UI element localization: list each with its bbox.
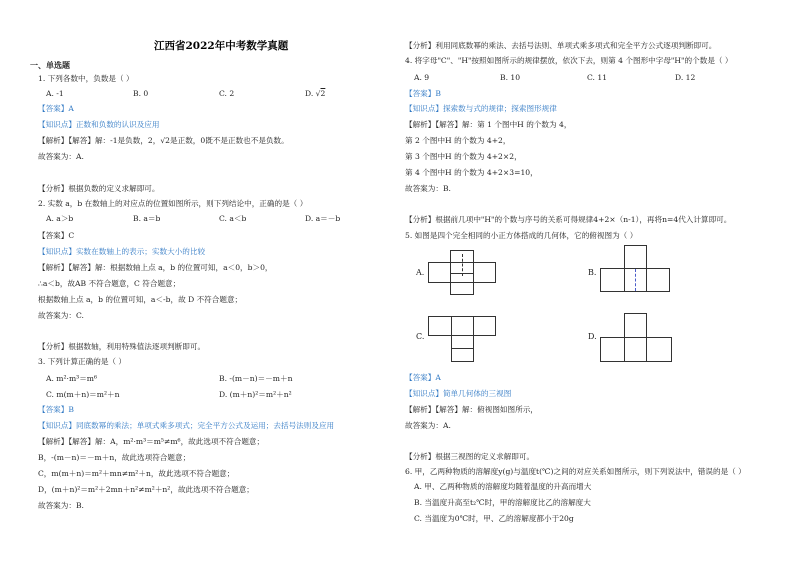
q1-stem: 1. 下列各数中，负数是（ ）: [38, 74, 134, 83]
q5-analysis: 【解析】【解答】解：俯视图如图所示，: [405, 405, 538, 414]
q2-stem: 2. 实数 a，b 在数轴上的对应点的位置如图所示，则下列结论中，正确的是（ ）: [38, 199, 308, 208]
q5-option-c-figure: [428, 316, 498, 362]
q1-conclusion: 故答案为：A.: [38, 152, 84, 161]
q3-option-b: B. -(m－n)＝－m＋n: [219, 374, 293, 383]
q4-analysis: 【解析】【解答】解：第 1 个图中H 的个数为 4，: [405, 120, 572, 129]
q1-analysis: 【解析】【解答】解：-1是负数，2，√2是正数，0既不是正数也不是负数。: [38, 136, 289, 145]
q4-analysis-line3: 第 3 个图中H 的个数为 4+2×2，: [405, 152, 522, 161]
q4-option-d: D. 12: [675, 73, 696, 82]
q3-analysis-c: C，m(m＋n)＝m²＋mn≠m²＋n，故此选项不符合题意；: [38, 469, 235, 478]
q5-conclusion: 故答案为：A.: [405, 421, 451, 430]
q1-option-d: D. √2: [305, 89, 326, 98]
q1-option-a: A. -1: [46, 89, 64, 98]
q4-stem: 4. 将字母"C"、"H"按照如图所示的规律摆放，依次下去，则第 4 个图形中字母"H"的个数是（ ）: [405, 56, 733, 65]
q4-answer: 【答案】B: [405, 89, 441, 98]
q5-option-a-figure: [428, 250, 498, 295]
q4-option-a: A. 9: [414, 73, 430, 82]
q4-option-b: B. 10: [500, 73, 521, 82]
q4-option-c: C. 11: [587, 73, 608, 82]
q6-stem: 6. 甲，乙两种物质的溶解度y(g)与温度t(℃)之间的对应关系如图所示，则下列说法中，错误的是（ ）: [405, 467, 746, 476]
q4-knowledge: 【知识点】探索数与式的规律；探索图形规律: [405, 104, 557, 113]
q5-option-a-label: A.: [416, 268, 425, 277]
q3-review: 【分析】利用同底数幂的乘法、去括号法则、单项式乘多项式和完全平方公式逐项判断即可。: [405, 41, 717, 50]
q4-conclusion: 故答案为：B.: [405, 184, 451, 193]
q2-analysis-line3: 根据数轴上点 a，b 的位置可知，a＜-b，故 D 不符合题意；: [38, 295, 243, 304]
q5-option-b-label: B.: [588, 268, 597, 277]
q5-stem: 5. 如图是四个完全相同的小正方体搭成的几何体，它的俯视图为（ ）: [405, 231, 638, 240]
q2-option-d: D. a＝－b: [305, 214, 341, 223]
section-heading: 一、单选题: [30, 60, 70, 70]
q6-option-c: C. 当温度为0℃时，甲、乙的溶解度都小于20g: [414, 514, 574, 523]
q1-answer: 【答案】A: [38, 104, 74, 113]
q3-stem: 3. 下列计算正确的是（ ）: [38, 357, 127, 366]
q1-knowledge: [38, 120, 160, 130]
q5-review: 【分析】根据三视图的定义求解即可。: [405, 452, 535, 461]
q2-option-b: B. a＝b: [133, 214, 161, 223]
q2-review: 【分析】根据数轴，利用特殊值法逐项判断即可。: [38, 342, 206, 351]
q3-option-c: C. m(m＋n)＝m²＋n: [46, 390, 120, 399]
q2-analysis: 【解析】【解答】解：根据数轴上点 a，b 的位置可知，a＜0，b＞0，: [38, 263, 273, 272]
q6-option-b: B. 当温度升高至t₂℃时，甲的溶解度比乙的溶解度大: [414, 498, 591, 507]
q5-option-d-label: D.: [588, 332, 597, 341]
q2-knowledge: 【知识点】实数在数轴上的表示；实数大小的比较: [38, 247, 206, 256]
q5-option-b-figure: [600, 245, 670, 303]
page-title: 江西省2022年中考数学真题: [154, 40, 289, 52]
q5-option-c-label: C.: [416, 332, 425, 341]
q1-option-c: C. 2: [219, 89, 235, 98]
q5-option-d-figure: [600, 313, 672, 363]
q3-option-d: D. (m＋n)²＝m²＋n²: [219, 390, 292, 399]
q2-answer: 【答案】C: [38, 231, 75, 240]
q2-analysis-line2: ∴a＜b，故AB 不符合题意，C 符合题意；: [38, 279, 181, 288]
q3-analysis: 【解析】【解答】解：A，m²·m³＝m⁵≠m⁶，故此选项不符合题意；: [38, 437, 265, 446]
q3-option-a: A. m²·m³＝m⁶: [46, 374, 98, 383]
q3-analysis-d: D，(m＋n)²＝m²＋2mn＋n²≠m²＋n²，故此选项不符合题意；: [38, 485, 254, 494]
q2-conclusion: 故答案为：C.: [38, 311, 84, 320]
q6-option-a: A. 甲、乙两种物质的溶解度均随着温度的升高而增大: [414, 482, 592, 491]
q5-knowledge: 【知识点】简单几何体的三视图: [405, 389, 512, 398]
q2-option-a: A. a＞b: [46, 214, 74, 223]
q2-option-c: C. a＜b: [219, 214, 247, 223]
q4-analysis-line2: 第 2 个图中H 的个数为 4+2，: [405, 136, 511, 145]
q1-knowledge-text: 【知识点】正数和负数的认识及应用: [38, 120, 160, 129]
q1-option-b: B. 0: [133, 89, 149, 98]
q3-knowledge: 【知识点】同底数幂的乘法；单项式乘多项式；完全平方公式及运用；去括号法则及应用: [38, 421, 335, 430]
q3-analysis-b: B，-(m－n)＝－m＋n，故此选项符合题意；: [38, 453, 191, 462]
q3-answer: 【答案】B: [38, 405, 74, 414]
q3-conclusion: 故答案为：B.: [38, 501, 84, 510]
q4-review: 【分析】根据前几项中"H"的个数与序号的关系可得规律4+2×（n-1），再将n=4代入计算即可。: [405, 215, 732, 224]
q1-review: 【分析】根据负数的定义求解即可。: [38, 184, 160, 193]
q4-analysis-line4: 第 4 个图中H 的个数为 4+2×3=10，: [405, 168, 538, 177]
q5-answer: 【答案】A: [405, 373, 441, 382]
